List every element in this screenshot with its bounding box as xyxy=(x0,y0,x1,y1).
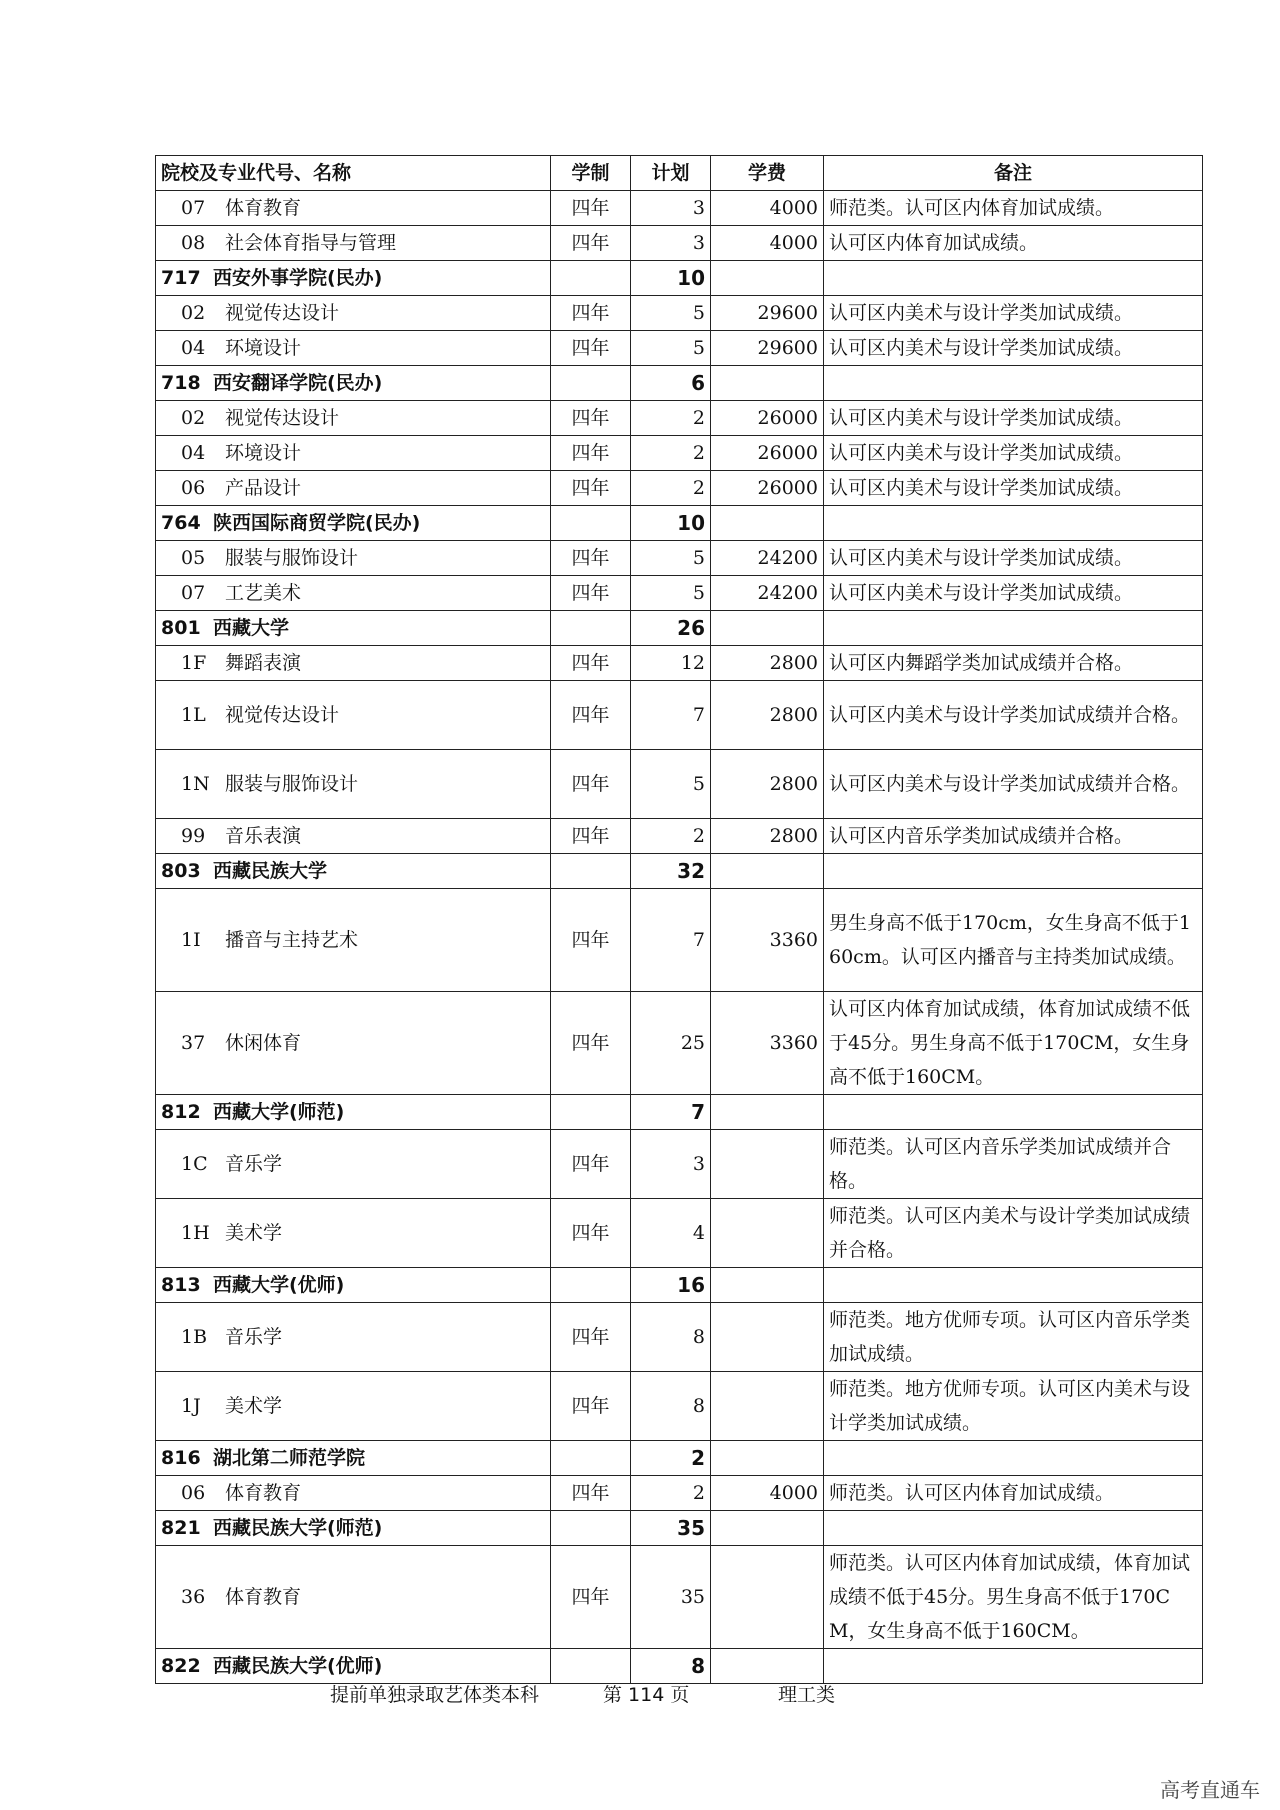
major-name: 播音与主持艺术 xyxy=(225,929,359,951)
plan-cell: 3 xyxy=(631,226,711,261)
footer-section-title: 提前单独录取艺体类本科 xyxy=(330,1684,540,1706)
fee-cell xyxy=(711,611,824,646)
major-row xyxy=(156,191,1203,226)
plan-cell: 35 xyxy=(631,1546,711,1649)
institution-cell xyxy=(156,611,551,646)
major-code: 37 xyxy=(181,1032,206,1054)
fee-cell xyxy=(711,1303,824,1372)
institution-row xyxy=(156,1095,1203,1130)
fee-cell xyxy=(711,1268,824,1303)
institution-code: 718 xyxy=(161,372,201,394)
note-cell xyxy=(824,1441,1203,1476)
note-cell xyxy=(824,506,1203,541)
length-cell: 四年 xyxy=(551,1476,631,1511)
major-row xyxy=(156,436,1203,471)
major-row xyxy=(156,819,1203,854)
fee-cell xyxy=(711,1546,824,1649)
note-cell: 师范类。认可区内体育加试成绩。 xyxy=(824,191,1203,226)
major-name: 音乐学 xyxy=(225,1326,283,1348)
length-cell: 四年 xyxy=(551,819,631,854)
note-cell: 认可区内美术与设计学类加试成绩并合格。 xyxy=(824,750,1203,819)
plan-cell: 7 xyxy=(631,681,711,750)
plan-cell: 4 xyxy=(631,1199,711,1268)
major-cell xyxy=(156,331,551,366)
length-cell xyxy=(551,261,631,296)
major-cell xyxy=(156,1130,551,1199)
fee-cell: 26000 xyxy=(711,436,824,471)
length-cell: 四年 xyxy=(551,1372,631,1441)
major-code: 07 xyxy=(181,582,206,604)
major-cell xyxy=(156,1303,551,1372)
plan-cell: 6 xyxy=(631,366,711,401)
fee-cell: 2800 xyxy=(711,646,824,681)
note-cell xyxy=(824,854,1203,889)
plan-cell: 8 xyxy=(631,1303,711,1372)
fee-cell: 26000 xyxy=(711,471,824,506)
major-name: 美术学 xyxy=(225,1395,283,1417)
major-row xyxy=(156,681,1203,750)
major-row xyxy=(156,296,1203,331)
length-cell xyxy=(551,366,631,401)
plan-cell: 2 xyxy=(631,436,711,471)
institution-code: 822 xyxy=(161,1655,201,1677)
major-code: 1H xyxy=(181,1222,210,1244)
header-length: 学制 xyxy=(551,156,631,191)
major-cell xyxy=(156,436,551,471)
major-name: 视觉传达设计 xyxy=(225,302,340,324)
major-name: 服装与服饰设计 xyxy=(225,773,359,795)
major-code: 08 xyxy=(181,232,206,254)
institution-code: 801 xyxy=(161,617,201,639)
major-row xyxy=(156,226,1203,261)
institution-cell xyxy=(156,1649,551,1684)
length-cell: 四年 xyxy=(551,331,631,366)
major-cell xyxy=(156,471,551,506)
header-note: 备注 xyxy=(824,156,1203,191)
major-row xyxy=(156,1546,1203,1649)
major-name: 舞蹈表演 xyxy=(225,652,302,674)
major-code: 06 xyxy=(181,1482,206,1504)
length-cell: 四年 xyxy=(551,992,631,1095)
institution-cell xyxy=(156,1268,551,1303)
major-code: 1N xyxy=(181,773,210,795)
institution-name: 陕西国际商贸学院(民办) xyxy=(213,512,421,534)
institution-name: 西藏大学(优师) xyxy=(213,1274,345,1296)
plan-cell: 16 xyxy=(631,1268,711,1303)
plan-cell: 5 xyxy=(631,296,711,331)
major-cell xyxy=(156,992,551,1095)
fee-cell xyxy=(711,1441,824,1476)
major-name: 环境设计 xyxy=(225,442,302,464)
watermark: 高考直通车 xyxy=(1160,1778,1260,1802)
fee-cell: 3360 xyxy=(711,992,824,1095)
major-row xyxy=(156,471,1203,506)
length-cell: 四年 xyxy=(551,436,631,471)
major-row xyxy=(156,1303,1203,1372)
major-cell xyxy=(156,541,551,576)
length-cell: 四年 xyxy=(551,681,631,750)
major-name: 美术学 xyxy=(225,1222,283,1244)
major-code: 07 xyxy=(181,197,206,219)
institution-cell xyxy=(156,854,551,889)
note-cell xyxy=(824,1649,1203,1684)
institution-name: 西藏大学(师范) xyxy=(213,1101,345,1123)
length-cell: 四年 xyxy=(551,541,631,576)
note-cell xyxy=(824,261,1203,296)
plan-cell: 10 xyxy=(631,506,711,541)
institution-row xyxy=(156,1649,1203,1684)
institution-name: 西安翻译学院(民办) xyxy=(213,372,383,394)
major-name: 社会体育指导与管理 xyxy=(225,232,397,254)
institution-code: 821 xyxy=(161,1517,201,1539)
major-row xyxy=(156,541,1203,576)
major-code: 04 xyxy=(181,337,206,359)
length-cell: 四年 xyxy=(551,191,631,226)
plan-cell: 2 xyxy=(631,401,711,436)
major-row xyxy=(156,1199,1203,1268)
major-cell xyxy=(156,296,551,331)
major-row xyxy=(156,401,1203,436)
plan-cell: 2 xyxy=(631,471,711,506)
major-code: 04 xyxy=(181,442,206,464)
institution-code: 764 xyxy=(161,512,201,534)
plan-cell: 3 xyxy=(631,1130,711,1199)
plan-cell: 7 xyxy=(631,889,711,992)
institution-name: 湖北第二师范学院 xyxy=(213,1447,366,1469)
major-row xyxy=(156,1372,1203,1441)
institution-cell xyxy=(156,1511,551,1546)
note-cell: 师范类。认可区内美术与设计学类加试成绩并合格。 xyxy=(824,1199,1203,1268)
note-cell: 认可区内美术与设计学类加试成绩。 xyxy=(824,576,1203,611)
length-cell: 四年 xyxy=(551,889,631,992)
major-name: 工艺美术 xyxy=(225,582,302,604)
major-code: 02 xyxy=(181,302,206,324)
institution-row xyxy=(156,506,1203,541)
fee-cell: 4000 xyxy=(711,1476,824,1511)
institution-cell xyxy=(156,1095,551,1130)
note-cell: 认可区内美术与设计学类加试成绩。 xyxy=(824,331,1203,366)
page-footer xyxy=(0,1680,1280,1710)
institution-code: 812 xyxy=(161,1101,201,1123)
length-cell: 四年 xyxy=(551,750,631,819)
major-row xyxy=(156,889,1203,992)
major-row xyxy=(156,992,1203,1095)
institution-code: 803 xyxy=(161,860,201,882)
length-cell xyxy=(551,506,631,541)
institution-row xyxy=(156,1511,1203,1546)
length-cell xyxy=(551,854,631,889)
plan-cell: 12 xyxy=(631,646,711,681)
major-row xyxy=(156,331,1203,366)
plan-cell: 8 xyxy=(631,1649,711,1684)
note-cell xyxy=(824,366,1203,401)
length-cell: 四年 xyxy=(551,576,631,611)
major-cell xyxy=(156,889,551,992)
major-code: 02 xyxy=(181,407,206,429)
institution-cell xyxy=(156,366,551,401)
plan-cell: 5 xyxy=(631,541,711,576)
major-name: 视觉传达设计 xyxy=(225,407,340,429)
institution-row xyxy=(156,1268,1203,1303)
length-cell xyxy=(551,1268,631,1303)
major-cell xyxy=(156,646,551,681)
major-cell xyxy=(156,681,551,750)
institution-cell xyxy=(156,261,551,296)
major-code: 1B xyxy=(181,1326,208,1348)
note-cell: 认可区内音乐学类加试成绩并合格。 xyxy=(824,819,1203,854)
fee-cell: 26000 xyxy=(711,401,824,436)
major-cell xyxy=(156,1546,551,1649)
table-header-row xyxy=(156,156,1203,191)
institution-name: 西藏民族大学 xyxy=(213,860,328,882)
length-cell xyxy=(551,1095,631,1130)
institution-cell xyxy=(156,1441,551,1476)
institution-name: 西藏民族大学(优师) xyxy=(213,1655,383,1677)
fee-cell: 29600 xyxy=(711,296,824,331)
major-name: 环境设计 xyxy=(225,337,302,359)
plan-cell: 2 xyxy=(631,1476,711,1511)
plan-cell: 35 xyxy=(631,1511,711,1546)
major-cell xyxy=(156,576,551,611)
length-cell: 四年 xyxy=(551,296,631,331)
length-cell xyxy=(551,1649,631,1684)
note-cell: 认可区内美术与设计学类加试成绩。 xyxy=(824,436,1203,471)
fee-cell: 2800 xyxy=(711,750,824,819)
institution-code: 717 xyxy=(161,267,201,289)
major-cell xyxy=(156,750,551,819)
plan-cell: 10 xyxy=(631,261,711,296)
institution-row xyxy=(156,854,1203,889)
length-cell: 四年 xyxy=(551,226,631,261)
note-cell: 师范类。认可区内音乐学类加试成绩并合格。 xyxy=(824,1130,1203,1199)
plan-cell: 25 xyxy=(631,992,711,1095)
institution-row xyxy=(156,1441,1203,1476)
fee-cell: 24200 xyxy=(711,576,824,611)
fee-cell: 2800 xyxy=(711,681,824,750)
fee-cell xyxy=(711,1372,824,1441)
plan-cell: 2 xyxy=(631,1441,711,1476)
institution-code: 816 xyxy=(161,1447,201,1469)
institution-name: 西安外事学院(民办) xyxy=(213,267,383,289)
major-code: 1F xyxy=(181,652,207,674)
fee-cell: 24200 xyxy=(711,541,824,576)
fee-cell xyxy=(711,1095,824,1130)
major-row xyxy=(156,646,1203,681)
footer-page-number: 第 114 页 xyxy=(603,1684,690,1706)
note-cell xyxy=(824,611,1203,646)
length-cell: 四年 xyxy=(551,1303,631,1372)
major-cell xyxy=(156,819,551,854)
note-cell: 师范类。认可区内体育加试成绩，体育加试成绩不低于45分。男生身高不低于170CM，女生身高不低于160CM。 xyxy=(824,1546,1203,1649)
major-code: 36 xyxy=(181,1586,206,1608)
major-cell xyxy=(156,191,551,226)
major-code: 05 xyxy=(181,547,206,569)
length-cell xyxy=(551,1441,631,1476)
major-cell xyxy=(156,226,551,261)
length-cell: 四年 xyxy=(551,1546,631,1649)
note-cell: 认可区内体育加试成绩，体育加试成绩不低于45分。男生身高不低于170CM，女生身高不低于160CM。 xyxy=(824,992,1203,1095)
fee-cell xyxy=(711,366,824,401)
major-name: 体育教育 xyxy=(225,197,302,219)
fee-cell xyxy=(711,1511,824,1546)
length-cell: 四年 xyxy=(551,1199,631,1268)
plan-cell: 5 xyxy=(631,576,711,611)
fee-cell xyxy=(711,854,824,889)
plan-cell: 5 xyxy=(631,331,711,366)
table-body xyxy=(156,191,1203,1684)
fee-cell xyxy=(711,1199,824,1268)
fee-cell: 4000 xyxy=(711,226,824,261)
fee-cell xyxy=(711,261,824,296)
major-row xyxy=(156,750,1203,819)
major-code: 1C xyxy=(181,1153,208,1175)
fee-cell xyxy=(711,1649,824,1684)
fee-cell: 3360 xyxy=(711,889,824,992)
plan-cell: 7 xyxy=(631,1095,711,1130)
institution-cell xyxy=(156,506,551,541)
major-row xyxy=(156,576,1203,611)
length-cell: 四年 xyxy=(551,401,631,436)
institution-name: 西藏大学 xyxy=(213,617,290,639)
major-name: 音乐表演 xyxy=(225,825,302,847)
major-cell xyxy=(156,1199,551,1268)
note-cell: 认可区内体育加试成绩。 xyxy=(824,226,1203,261)
fee-cell xyxy=(711,1130,824,1199)
length-cell: 四年 xyxy=(551,646,631,681)
length-cell xyxy=(551,1511,631,1546)
note-cell: 师范类。认可区内体育加试成绩。 xyxy=(824,1476,1203,1511)
major-name: 视觉传达设计 xyxy=(225,704,340,726)
length-cell: 四年 xyxy=(551,471,631,506)
major-code: 1J xyxy=(181,1395,201,1417)
note-cell: 认可区内美术与设计学类加试成绩。 xyxy=(824,471,1203,506)
header-name: 院校及专业代号、名称 xyxy=(156,156,551,191)
institution-row xyxy=(156,261,1203,296)
length-cell: 四年 xyxy=(551,1130,631,1199)
note-cell: 男生身高不低于170cm，女生身高不低于160cm。认可区内播音与主持类加试成绩。 xyxy=(824,889,1203,992)
institution-name: 西藏民族大学(师范) xyxy=(213,1517,383,1539)
note-cell: 师范类。地方优师专项。认可区内音乐学类加试成绩。 xyxy=(824,1303,1203,1372)
length-cell xyxy=(551,611,631,646)
note-cell xyxy=(824,1095,1203,1130)
major-cell xyxy=(156,401,551,436)
major-name: 体育教育 xyxy=(225,1482,302,1504)
header-plan: 计划 xyxy=(631,156,711,191)
fee-cell: 29600 xyxy=(711,331,824,366)
major-name: 音乐学 xyxy=(225,1153,283,1175)
plan-cell: 32 xyxy=(631,854,711,889)
enrollment-table xyxy=(155,155,1203,1684)
plan-cell: 8 xyxy=(631,1372,711,1441)
note-cell xyxy=(824,1511,1203,1546)
institution-row xyxy=(156,366,1203,401)
major-row xyxy=(156,1130,1203,1199)
major-cell xyxy=(156,1476,551,1511)
fee-cell: 4000 xyxy=(711,191,824,226)
major-name: 休闲体育 xyxy=(225,1032,302,1054)
fee-cell xyxy=(711,506,824,541)
major-code: 1L xyxy=(181,704,206,726)
note-cell: 认可区内舞蹈学类加试成绩并合格。 xyxy=(824,646,1203,681)
plan-cell: 5 xyxy=(631,750,711,819)
major-code: 1I xyxy=(181,929,201,951)
note-cell: 认可区内美术与设计学类加试成绩。 xyxy=(824,541,1203,576)
institution-row xyxy=(156,611,1203,646)
plan-cell: 2 xyxy=(631,819,711,854)
fee-cell: 2800 xyxy=(711,819,824,854)
note-cell: 师范类。地方优师专项。认可区内美术与设计学类加试成绩。 xyxy=(824,1372,1203,1441)
major-name: 产品设计 xyxy=(225,477,302,499)
plan-cell: 3 xyxy=(631,191,711,226)
institution-code: 813 xyxy=(161,1274,201,1296)
footer-category: 理工类 xyxy=(778,1684,836,1706)
major-name: 体育教育 xyxy=(225,1586,302,1608)
note-cell: 认可区内美术与设计学类加试成绩。 xyxy=(824,296,1203,331)
plan-cell: 26 xyxy=(631,611,711,646)
major-row xyxy=(156,1476,1203,1511)
major-cell xyxy=(156,1372,551,1441)
note-cell: 认可区内美术与设计学类加试成绩。 xyxy=(824,401,1203,436)
major-code: 99 xyxy=(181,825,206,847)
major-code: 06 xyxy=(181,477,206,499)
major-name: 服装与服饰设计 xyxy=(225,547,359,569)
note-cell xyxy=(824,1268,1203,1303)
header-fee: 学费 xyxy=(711,156,824,191)
note-cell: 认可区内美术与设计学类加试成绩并合格。 xyxy=(824,681,1203,750)
